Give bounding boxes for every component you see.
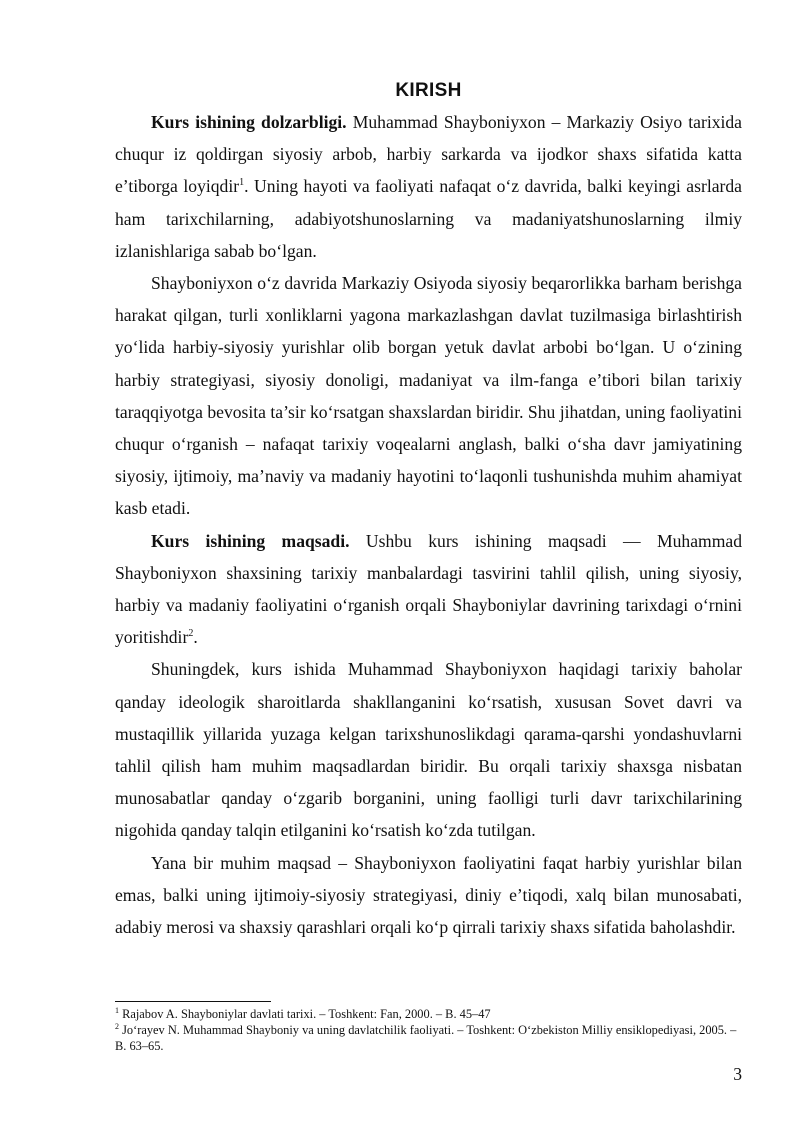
footnote-number: 1 <box>115 1005 119 1015</box>
page-number: 3 <box>733 1064 742 1084</box>
paragraph-text: . Uning hayoti va faoliyati nafaqat o‘z davrida, balki keyingi asrlarda ham tarixchilarning, adabiyotshunoslarning va madaniyatshunoslarning ilmiy izlanishlariga sabab bo‘lgan. <box>115 176 742 261</box>
page-title: KIRISH <box>395 80 462 101</box>
footnote-separator <box>115 1001 271 1002</box>
footnotes <box>115 1006 742 1054</box>
footnote-2 <box>115 1022 742 1054</box>
paragraph-text: Shayboniyxon o‘z davrida Markaziy Osiyoda siyosiy beqarorlikka barham berishga harakat qilgan, turli xonliklarni yagona markazlashgan davlat tuzilmasiga birlashtirish yo‘lida harbiy-siyosiy yurishlar olib borgan yetuk davlat arbobi bo‘lgan. U o‘zining harbiy strategiyasi, siyosiy donoligi, madaniyat va ilm-fanga e’tibori bilan tarixiy taraqqiyotga bevosita ta’sir ko‘rsatgan shaxslardan biridir. Shu jihatdan, uning faoliyatini chuqur o‘rganish – nafaqat tarixiy voqealarni anglash, balki o‘sha davr jamiyatining siyosiy, ijtimoiy, ma’naviy va madaniy hayotini to‘laqonli tushunishda muhim ahamiyat kasb etadi. <box>115 273 742 519</box>
section-heading-goal: Kurs ishining maqsadi. <box>151 530 350 551</box>
footnote-1 <box>115 1006 742 1022</box>
footnote-text: Jo‘rayev N. Muhammad Shayboniy va uning davlatchilik faoliyati. – Toshkent: O‘zbekiston Milliy ensiklopediyasi, 2005. – B. 63–65. <box>115 1023 737 1053</box>
paragraph-text: Muhammad Shayboniyxon – Markaziy Osiyo tarixida chuqur iz qoldirgan siyosiy arbob, harbiy sarkarda va ijodkor shaxs sifatida katta e’tiborga loyiqdir <box>115 112 742 197</box>
footnote-ref-2[interactable]: 2 <box>188 628 194 640</box>
section-heading-relevance: Kurs ishining dolzarbligi. <box>151 112 347 132</box>
body-text <box>115 106 742 943</box>
paragraph-relevance <box>115 106 742 267</box>
footnote-number: 2 <box>115 1021 119 1031</box>
footnote-text: Rajabov A. Shayboniylar davlati tarixi. – Toshkent: Fan, 2000. – B. 45–47 <box>119 1007 491 1021</box>
paragraph-goal <box>115 525 742 654</box>
footnote-ref-1[interactable]: 1 <box>239 177 245 189</box>
paragraph-text: Shuningdek, kurs ishida Muhammad Shayboniyxon haqidagi tarixiy baholar qanday ideologik sharoitlarda shakllanganini ko‘rsatish, xususan Sovet davri va mustaqillik yillarida yuzaga kelgan tarixshunoslikdagi qarama-qarshi yondashuvlarni tahlil qilish ham muhim maqsadlardan biridir. Bu orqali tarixiy shaxsga nisbatan munosabatlar qanday o‘zgarib borganini, uning faolligi turli davr tarixchilarining nigohida qanday talqin etilganini ko‘rsatish ko‘zda tutilgan. <box>115 659 742 841</box>
paragraph-text: Ushbu kurs ishining maqsadi — Muhammad Shayboniyxon shaxsining tarixiy manbalardagi tasvirini tahlil qilish, uning siyosiy, harbiy va madaniy faoliyatini o‘rganish orqali Shayboniylar davrining tarixdagi o‘rnini yoritishdir <box>115 530 742 648</box>
paragraph-text: Yana bir muhim maqsad – Shayboniyxon faoliyatini faqat harbiy yurishlar bilan emas, balki uning ijtimoiy-siyosiy strategiyasi, diniy e’tiqodi, xalq bilan munosabati, adabiy merosi va shaxsiy qarashlari orqali ko‘p qirrali tarixiy shaxs sifatida baholashdir. <box>115 852 742 938</box>
paragraph-text: . <box>193 627 198 648</box>
